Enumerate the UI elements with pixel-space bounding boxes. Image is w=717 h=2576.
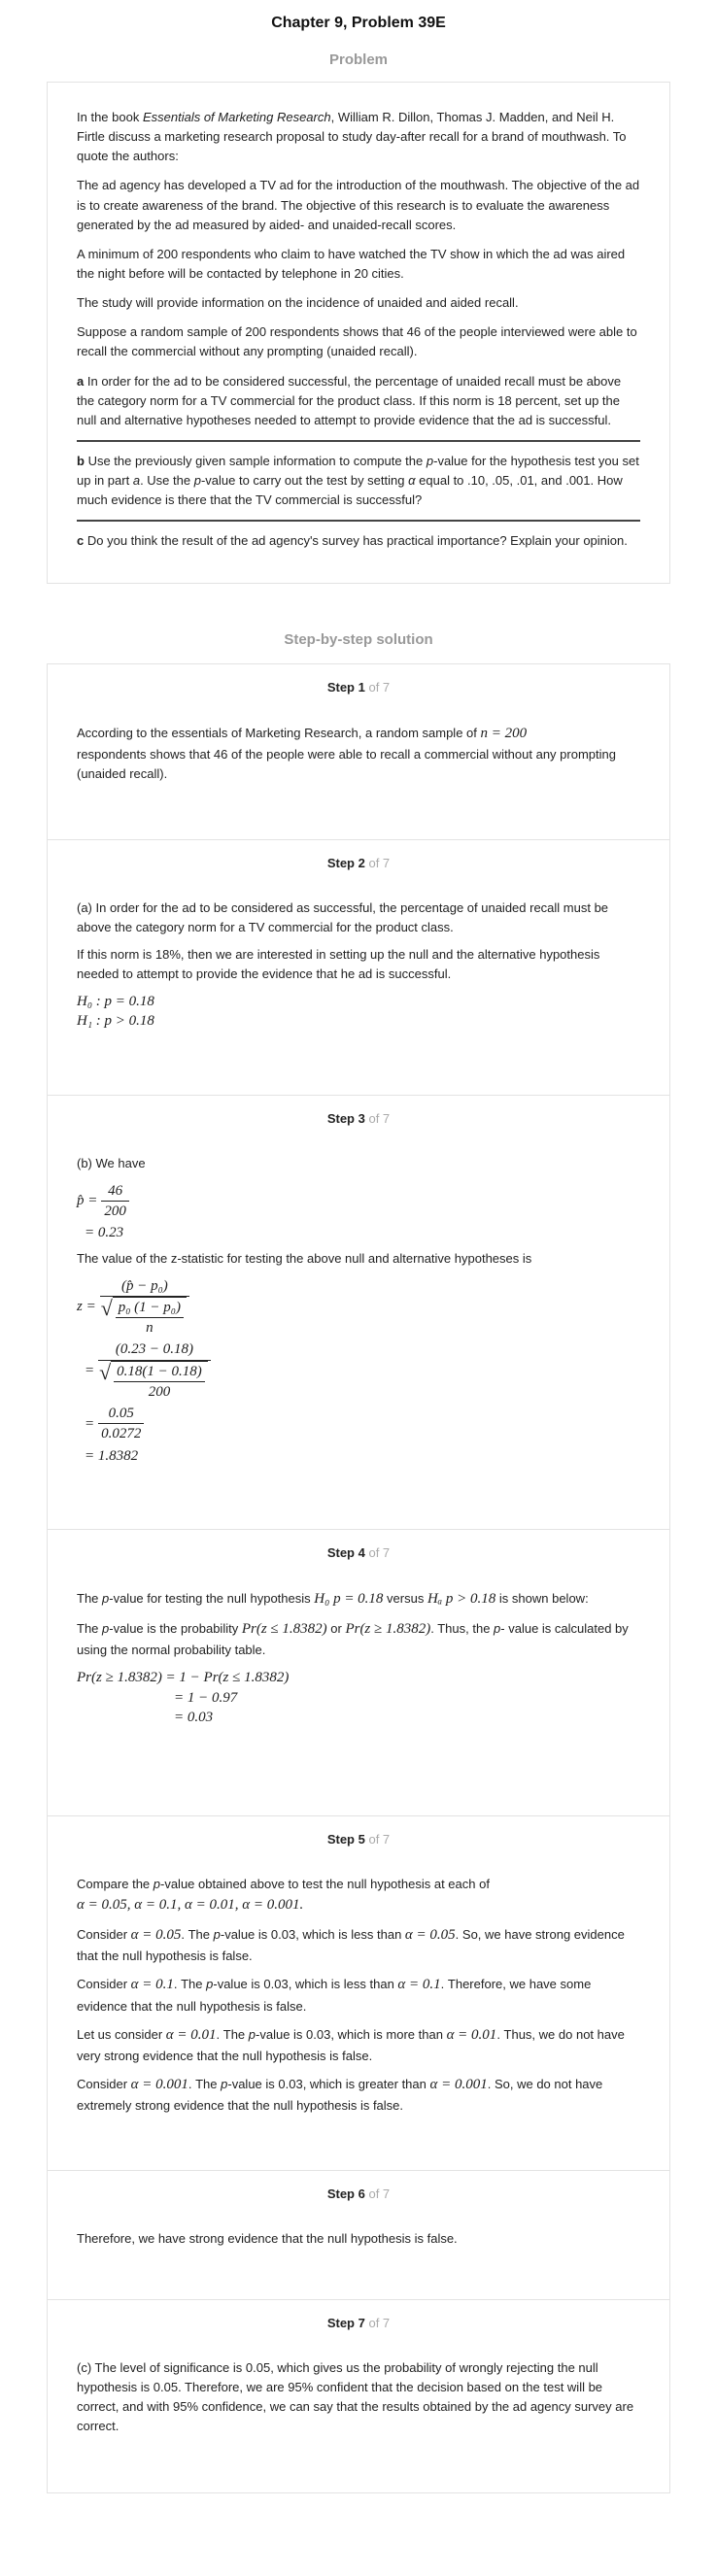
sqrt: √ $\frac{\text{p₀ (1 − p₀)}}{n}$ <box>113 1297 187 1339</box>
pvalue-line-3: = 0.03 <box>174 1709 214 1725</box>
step-label: Step 3 of 7 <box>326 1110 391 1126</box>
step-5-case-1: Consider α = 0.05. The p-value is 0.03, which is less than α = 0.05. So, we have strong evidence that the null hypothesis is false. <box>77 1927 625 1964</box>
z-formula: z = (p̂ − p₀) √ $\frac{\text{p₀ (1 − p₀)}}{n}$ <box>77 1276 640 1339</box>
step-3 <box>47 1096 670 1530</box>
step-label: Step 4 of 7 <box>326 1544 391 1560</box>
fraction: (0.23 − 0.18) √ $\frac{0.18(1 - 0.18)}{200}$ <box>98 1339 211 1402</box>
fraction: $\frac{46}{200}$ <box>101 1181 129 1222</box>
fraction: (p̂ − p₀) √ $\frac{\text{p₀ (1 − p₀)}}{n}$ <box>100 1276 189 1339</box>
z-result: = 1.8382 <box>85 1447 139 1464</box>
step-4 <box>47 1530 670 1816</box>
step-2 <box>47 840 670 1096</box>
step-4-text-1: The p-value for testing the null hypothesis H₀ p = 0.18 versus Hₐ p > 0.18 is shown below: <box>77 1590 589 1607</box>
problem-box <box>47 82 670 584</box>
step-6-text: Therefore, we have strong evidence that the null hypothesis is false. <box>77 2230 458 2246</box>
step-1 <box>47 663 670 840</box>
solution-heading: Step-by-step solution <box>284 630 433 648</box>
problem-quote-3: The study will provide information on the incidence of unaided and aided recall. <box>77 295 519 311</box>
part-a: a In order for the ad to be considered successful, the percentage of unaided recall must be above the category norm for a TV commercial for the product class. If this norm is 18 percent, set up the null and alternative hypotheses needed to attempt to provide evidence that the ad is successful. <box>77 373 622 427</box>
part-c: c Do you think the result of the ad agency's survey has practical importance? Explain your opinion. <box>77 533 628 549</box>
step-5-case-4: Consider α = 0.001. The p-value is 0.03, which is greater than α = 0.001. So, we do not have extremely strong evidence that the null hypothesis is false. <box>77 2077 603 2114</box>
step-7-text: (c) The level of significance is 0.05, which gives us the probability of wrongly rejecting the null hypothesis is 0.05. Therefore, we are 95% confident that the decision based on the test will be correct, and with 95% confidence, we can say that the results obtained by the ad agency survey are correct. <box>77 2359 634 2434</box>
page-title: Chapter 9, Problem 39E <box>271 15 446 31</box>
step-5-case-3: Let us consider α = 0.01. The p-value is 0.03, which is more than α = 0.01. Thus, we do not have very strong evidence that the null hypothesis is false. <box>77 2026 625 2064</box>
step-label: Step 2 of 7 <box>326 855 391 870</box>
problem-quote-1: The ad agency has developed a TV ad for the introduction of the mouthwash. The objective of the ad is to create awareness of the brand. The objective of this research is to evaluate the awareness generated by the ad measured by aided- and unaided-recall scores. <box>77 178 640 232</box>
step-5-case-2: Consider α = 0.1. The p-value is 0.03, which is less than α = 0.1. Therefore, we have some evidence that the null hypothesis is false. <box>77 1977 592 2014</box>
step-7 <box>47 2300 670 2493</box>
step-5 <box>47 1816 670 2171</box>
book-title: Essentials of Marketing Research <box>142 110 331 124</box>
z-fraction: = $\frac{0.05}{0.0272}$ <box>77 1404 640 1444</box>
pvalue-line-2: = 1 − 0.97 <box>174 1689 238 1706</box>
step-label: Step 5 of 7 <box>326 1831 391 1847</box>
step-label: Step 6 of 7 <box>326 2186 391 2201</box>
step-label: Step 1 of 7 <box>326 679 391 695</box>
pvalue-line-1: Pr(z ≥ 1.8382) = 1 − Pr(z ≤ 1.8382) <box>77 1670 290 1686</box>
fraction: $\frac{0.05}{0.0272}$ <box>98 1404 144 1444</box>
part-b: b Use the previously given sample information to compute the p-value for the hypothesis test you set up in part a. Use the p-value to carry out the test by setting α equal to .10, .05, .01, and .001. How much evidence is there that the TV commercial is successful? <box>77 453 639 508</box>
step-6 <box>47 2171 670 2300</box>
null-hypothesis: H₀ : p = 0.18 <box>77 994 154 1010</box>
problem-sample: Suppose a random sample of 200 respondents shows that 46 of the people interviewed were able to recall the commercial without any prompting (unaided recall). <box>77 324 637 359</box>
problem-intro: In the book Essentials of Marketing Research, William R. Dillon, Thomas J. Madden, and Neil H. Firtle discuss a marketing research proposal to study day-after recall for a brand of mouthwash. To quote the authors: <box>77 110 627 164</box>
phat-equation: p̂ = $\frac{46}{200}$ <box>77 1181 640 1222</box>
step-3-text-2: The value of the z-statistic for testing the above null and alternative hypotheses is <box>77 1250 532 1266</box>
alt-hypothesis: H₁ : p > 0.18 <box>77 1013 154 1030</box>
z-substituted: = (0.23 − 0.18) √ $\frac{0.18(1 - 0.18)}{200}$ <box>77 1339 640 1402</box>
divider <box>77 520 640 522</box>
step-1-text: According to the essentials of Marketing Research, a random sample of n = 200 respondents shows that 46 of the people were able to recall a commercial without any prompting (unaided recall). <box>77 725 616 782</box>
step-2-text-2: If this norm is 18%, then we are interested in setting up the null and the alternative hypothesis needed to attempt to provide the evidence that he ad is successful. <box>77 946 600 982</box>
step-label: Step 7 of 7 <box>326 2315 391 2330</box>
divider <box>77 440 640 442</box>
step-4-text-2: The p-value is the probability Pr(z ≤ 1.8382) or Pr(z ≥ 1.8382). Thus, the p- value is calculated by using the normal probability table. <box>77 1620 629 1658</box>
problem-quote-2: A minimum of 200 respondents who claim to have watched the TV show in which the ad was aired the night before will be contacted by telephone in 20 cities. <box>77 246 626 281</box>
sqrt: √ $\frac{0.18(1 - 0.18)}{200}$ <box>111 1361 208 1403</box>
problem-heading: Problem <box>328 51 388 68</box>
step-5-intro: Compare the p-value obtained above to test the null hypothesis at each of α = 0.05, α = 0.1, α = 0.01, α = 0.001. <box>77 1876 490 1913</box>
step-3-text-1: (b) We have <box>77 1155 146 1170</box>
step-2-text-1: (a) In order for the ad to be considered as successful, the percentage of unaided recall must be above the category norm for a TV commercial for the product class. <box>77 899 609 934</box>
phat-value: = 0.23 <box>85 1225 124 1241</box>
